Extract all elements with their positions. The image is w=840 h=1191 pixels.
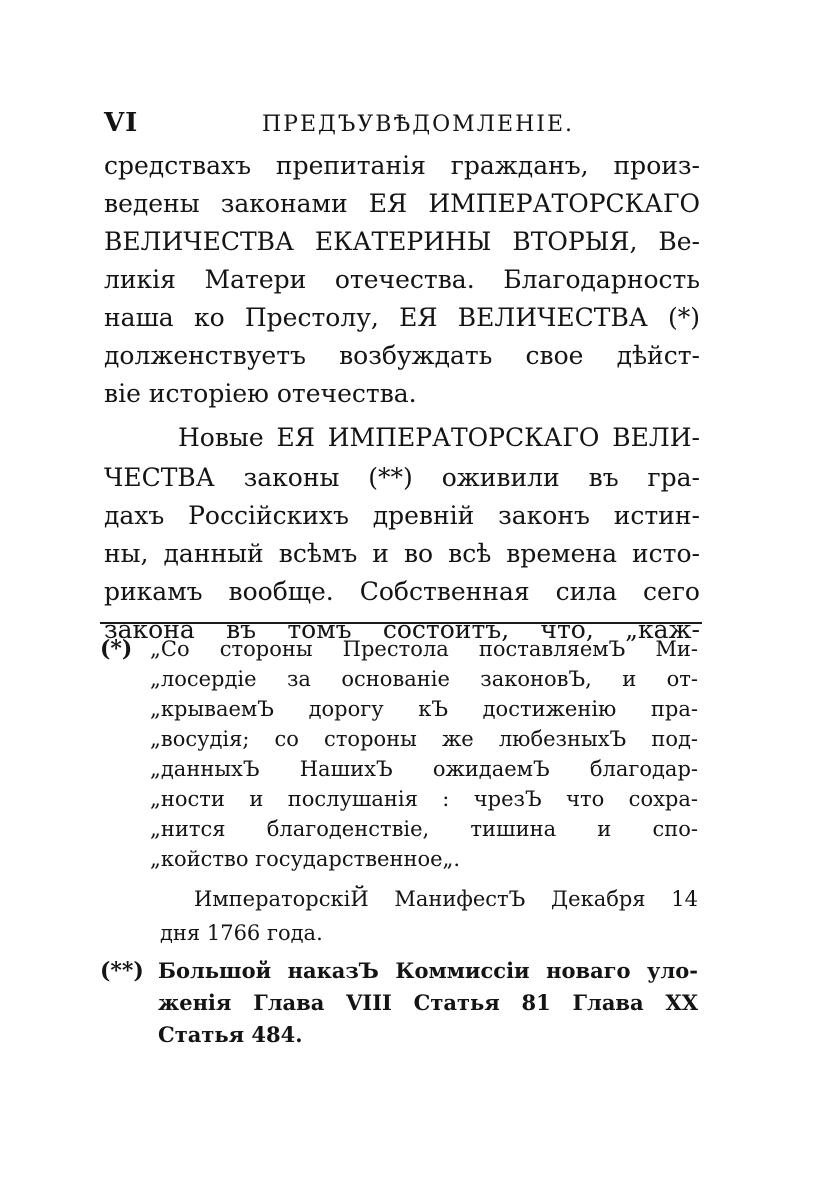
text-line: ны, данный всѣмъ и во всѣ времена исто-: [104, 539, 700, 568]
footnotes: [100, 632, 700, 1072]
footnote-marker: (*): [100, 636, 133, 662]
footnote-line: „нится благоденствіе, тишина и спо-: [150, 817, 698, 841]
text-line: віе исторіею отечества.: [104, 379, 417, 408]
footnote-source-line: дня 1766 года.: [160, 921, 323, 945]
footnote-line: Большой наказЪ Коммиссіи новаго уло-: [158, 958, 698, 983]
text-line: ликія Матери отечества. Благодарность: [104, 265, 700, 294]
footnote-line: „данныхЪ НашихЪ ожидаемЪ благодар-: [150, 757, 698, 781]
text-line: рикамъ вообще. Собственная сила сего: [104, 577, 700, 606]
footnote-line: Статья 484.: [158, 1022, 303, 1047]
footnote-line: женія Глава VIII Статья 81 Глава XX: [158, 990, 698, 1015]
footnote-divider: [100, 622, 702, 624]
main-text: [104, 146, 700, 644]
footnote-marker: (**): [100, 958, 144, 984]
text-line: долженствуетъ возбуждать свое дѣйст-: [104, 341, 700, 370]
running-head: [104, 108, 704, 148]
footnote-line: „восудія; со стороны же любезныхЪ под-: [150, 727, 698, 751]
footnote-line: „Со стороны Престола поставляемЪ Ми-: [150, 637, 698, 661]
text-line: наша ко Престолу, ЕЯ ВЕЛИЧЕСТВА (*): [104, 303, 700, 332]
text-line: закона въ томъ состоитъ, что, „каж-: [104, 615, 700, 644]
footnote-source-line: ИмператорскіЙ МанифестЪ Декабря 14: [194, 887, 698, 911]
footnote-line: „крываемЪ дорогу кЪ достиженію пра-: [150, 697, 698, 721]
text-line: Новые ЕЯ ИМПЕРАТОРСКАГО ВЕЛИ-: [178, 423, 700, 452]
text-line: ведены законами ЕЯ ИМПЕРАТОРСКАГО: [104, 189, 700, 218]
footnote-line: „койство государственное„.: [150, 847, 461, 871]
text-line: ЧЕСТВА законы (**) оживили въ гра-: [104, 463, 700, 492]
page-number: VI: [104, 108, 139, 138]
footnote-line: „ности и послушанія : чрезЪ что сохра-: [150, 787, 698, 811]
footnote-line: „лосердіе за основаніе законовЪ, и от-: [150, 667, 698, 691]
running-title: ПРЕДЪУВѢДОМЛЕНІЕ.: [262, 112, 575, 137]
text-line: ВЕЛИЧЕСТВА ЕКАТЕРИНЫ ВТОРЫЯ, Ве-: [104, 227, 700, 256]
text-line: средствахъ препитанія гражданъ, произ-: [104, 151, 700, 180]
text-line: дахъ Россійскихъ древній законъ истин-: [104, 501, 700, 530]
